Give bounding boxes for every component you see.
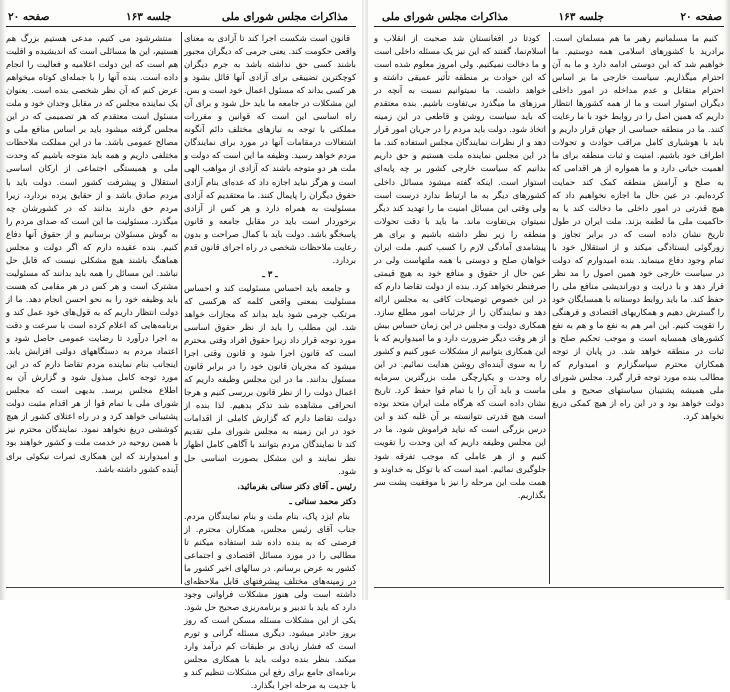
paragraph: منتشرشود می کنیم، مدعی هستیم بزرگ هم هستیم، این ها مسائلی است که اندیشیده و اقلیت هم است که این دولت اعلامیه و فعالیت را انجام داده است. بنده آنها را با جمله‌ای کوتاه میخواهم عرض کنم که آن نظر شخصی بنده است. بعنوان یک نماینده مجلس که در مقابل وجدان خود و ملت مسئول است معتقدم که هر تصمیمی که در این مجلس گرفته میشود باید بر اساس منافع ملی و مصالح عمومی باشد. ما در این مملکت ملاحظات مختلفی داریم و همه باید متوجه باشیم که وحدت ملی و همبستگی اجتماعی از ارکان اساسی استقلال و پیشرفت کشور است. دولت باید با مردم صادق باشد و از حقایق پرده بردارد، زیرا مردم حق دارند بدانند که در کشورشان چه میگذرد. مسئولیت ما این است که صدای مردم را به گوش مسئولان برسانیم و از حقوق آنها دفاع کنیم. بنده عقیده دارم که اگر دولت و مجلس هماهنگ باشند هیچ مشکلی نیست که قابل حل نباشد. این مسائل را همه باید بدانند که مسئولیت مشترک است و هر کس در هر مقامی که هست باید وظیفه خود را به نحو احسن انجام دهد. ما از دولت انتظار داریم که به قول‌های خود عمل کند و برنامه‌هایی که اعلام کرده است با سرعت و دقت به اجرا درآورد تا رضایت عمومی حاصل شود و اعتماد مردم به دستگاههای دولتی افزایش یابد. اینجانب بنام نماینده مردم تقاضا دارم که در این مورد توجه کامل مبذول شود و گزارش آن به اطلاع مجلس برسد. بدیهی است که مجلس شورای ملی با تمام قوا از هر اقدام مثبت دولت پشتیبانی خواهد کرد و در راه اعتلای کشور از هیچ کوششی دریغ نخواهد نمود. نمایندگان محترم نیز با همین روحیه در خدمت ملت و کشور خواهند بود و امیدوارند که این همکاری ثمرات نیکوئی برای آینده کشور داشته باشد. [6, 33, 178, 474]
page-number: صفحه ۲۰ [8, 11, 50, 23]
text-column-right [552, 32, 724, 584]
speaker-heading: دکتر محمد سناتی ـ [289, 495, 356, 506]
publication-title: مذاکرات مجلس شورای ملی [221, 11, 348, 23]
page-header [6, 8, 356, 27]
page-edge-shadow [724, 0, 730, 600]
session-number: جلسه ۱۶۳ [558, 11, 604, 23]
column-divider [549, 32, 550, 584]
footer-rule [374, 587, 724, 588]
text-column-left [6, 32, 178, 584]
paragraph: و جامعه باید احساس مسئولیت کند و احساس مسئولیت بمعنی واقعی کلمه که هرکسی که مرتکب جرمی شود باید بداند که مجازات خواهد شد. این مطلب را باید از نظر حقوق اساسی مورد توجه قرار داد زیرا حقوق افراد وقتی محترم است که قانون اجرا شود و قانون وقتی اجرا میشود که مجریان قانون خود را در برابر قانون مسئول بدانند. ما در این مجلس وظیفه داریم که اعمال دولت را از نظر قانون بررسی کنیم و هرجا انحرافی مشاهده شد تذکر بدهیم. لذا بنده از دولت تقاضا دارم که گزارش کاملی از اقدامات خود در این زمینه به مجلس شورای ملی تقدیم کند تا نمایندگان مردم بتوانند با آگاهی کامل اظهار نظر نمایند و این مشکل بصورت اساسی حل شود. [184, 282, 356, 476]
paragraph: کودتا در افغانستان شد صحبت از انقلاب و اسلام‌نما، گفتند که این نیز یک مسئله داخلی است و ما دخالت نمیکنیم. ولی امروز معلوم شده است که این حوادث بر منطقه تأثیر عمیقی داشته و خواهد داشت. ما نمیتوانیم نسبت به آنچه در مرزهای ما میگذرد بی‌تفاوت باشیم. بنده معتقدم که باید سیاست روشن و قاطعی در این زمینه اتخاذ شود. دولت باید مردم را در جریان امور قرار دهد و از نظرات نمایندگان مجلس استفاده کند. ما در این مجلس نماینده ملت هستیم و حق داریم بدانیم که سیاست خارجی کشور بر چه پایه‌ای استوار است. اینکه گفته میشود مسائل داخلی کشورهای دیگر به ما ارتباط ندارد درست است ولی وقتی این مسائل امنیت ما را تهدید کند دیگر نمیتوان بی‌تفاوت ماند. ما باید با دقت تحولات منطقه را زیر نظر داشته باشیم و برای هر پیشامدی آمادگی لازم را کسب کنیم. ملت ایران خواهان صلح و دوستی با همه ملتهاست ولی در عین حال از حقوق و منافع خود به هیچ قیمتی صرفنظر نخواهد کرد. بنده از دولت تقاضا دارم که در این خصوص توضیحات کافی به مجلس ارائه دهد و نمایندگان را از جزئیات امور مطلع سازد. همکاری دولت و مجلس در این زمان حساس بیش از هر وقت دیگر ضرورت دارد و ما امیدواریم که با این همکاری بتوانیم از مشکلات عبور کنیم و کشور را به سوی آینده‌ای روشن هدایت نمائیم. در این راه وحدت و یکپارچگی ملت بزرگترین سرمایه ماست و باید آن را با تمام قوا حفظ کرد. تاریخ نشان داده است که هرگاه ملت ایران متحد بوده است هیچ قدرتی نتوانسته بر آن غلبه کند و این درس بزرگی است که نباید فراموش شود. ما در این مجلس وظیفه داریم که این وحدت را تقویت کنیم و از هر عاملی که موجب تفرقه شود جلوگیری نمائیم. امید است که با توکل به خداوند و همت ملت این مرحله را نیز با موفقیت پشت سر بگذاریم. [374, 33, 546, 500]
right-page [368, 0, 730, 600]
text-column-left [374, 32, 546, 584]
left-page [0, 0, 362, 691]
column-divider [181, 32, 182, 584]
paragraph: قانون است شکست اجرا کند تا آزادی به معنای واقعی حکومت کند. یعنی جرمی که دیگران مجبور باشند کسی حق نداشته باشد به جرم دیگران کوچکترین تضییقی برای آزادی آنها قائل بشود و هر کسی بداند که مسئول اعمال خود است و بس. این مشکلات در جامعه ما باید حل شود و برای آن راه اساسی این است که قوانین و مقررات مملکتی با توجه به نیازهای مختلف دائم آنگونه اشتغالات درمقامات آنها در مورد برای نمایندگان مردم خواهد رسید. وظیفه ما این است که دولت و ملت هر دو متوجه باشند که آزادی از مواهب الهی است و هرگز نباید اجازه داد که عده‌ای بنام آزادی حقوق دیگران را پایمال کنند. ما معتقدیم که آزادی مسئولیت به همراه دارد و هر کس از آزادی برخوردار است باید در مقابل جامعه و قانون پاسخگو باشد. دولت باید با کمال صراحت و بدون رعایت ملاحظات شخصی در راه اجرای قانون قدم بردارد. [184, 33, 356, 265]
speaker-heading: رئیس ـ آقای دکتر سناتی بفرمائید. [237, 480, 356, 491]
text-column-right [184, 32, 356, 691]
session-number: جلسه ۱۶۳ [126, 11, 172, 23]
paragraph: کنیم ما مسلمانیم رهبر ما هم مسلمان است. برادرید با کشورهای اسلامی همه دوستیم. ما خواهیم شد که این دوستی ادامه دارد و ما به آن احترام میگذاریم. سیاست خارجی ما بر اساس احترام متقابل و عدم مداخله در امور داخلی دیگران استوار است و ما از همه کشورها انتظار داریم که همین اصل را در روابط خود با ما رعایت کنند. ما در منطقه حساسی از جهان قرار داریم و باید با هوشیاری کامل مراقب حوادث و تحولات اطراف خود باشیم. امنیت و ثبات منطقه برای ما اهمیت حیاتی دارد و ما همواره از هر اقدامی که به صلح و آرامش منطقه کمک کند حمایت کرده‌ایم. در عین حال ما اجازه نخواهیم داد که هیچ قدرتی در امور داخلی ما دخالت کند یا به حاکمیت ملی ما لطمه بزند. ملت ایران در طول تاریخ نشان داده است که در برابر تجاوز و زورگوئی ایستادگی میکند و از استقلال خود با تمام وجود دفاع مینماید. بنده امیدوارم که دولت در سیاست خارجی خود همین اصول را مد نظر قرار دهد و با درایت و دوراندیشی منافع ملی را حفظ کند. ما باید روابط دوستانه با همسایگان خود را گسترش دهیم و همکاریهای اقتصادی و فرهنگی را تقویت کنیم. این امر هم به نفع ما و هم به نفع کشورهای همسایه است و موجب تحکیم صلح و ثبات در منطقه خواهد شد. در پایان از توجه همکاران محترم سپاسگزارم و امیدوارم که مطالب بنده مورد توجه قرار گیرد. مجلس شورای ملی همیشه پشتیبان سیاستهای صحیح و ملی دولت خواهد بود و در این راه از هیچ کمکی دریغ نخواهد کرد. [552, 33, 724, 422]
paragraph: بنام ایزد پاک، بنام ملت و بنام نمایندگان مردم. جناب آقای رئیس مجلس، همکاران محترم. از فرصتی که به بنده داده شد استفاده میکنم تا مطالبی را در مورد مسائل اقتصادی و اجتماعی کشور به عرض برسانم. در سالهای اخیر کشور ما در زمینه‌های مختلف پیشرفتهای قابل ملاحظه‌ای داشته است ولی هنوز مشکلات فراوانی وجود دارد که باید با تدبیر و برنامه‌ریزی صحیح حل شود. یکی از این مشکلات مسئله مسکن است که روز بروز حادتر میشود. دیگری مسئله گرانی و تورم است که فشار زیادی بر طبقات کم درآمد وارد میکند. بنظر بنده دولت باید با همکاری مجلس برنامه‌ای جامع برای رفع این مشکلات تنظیم کند و با جدیت به مرحله اجرا بگذارد. [184, 510, 356, 691]
section-separator: ـ ۳ ـ [262, 268, 278, 279]
page-header [374, 8, 724, 27]
publication-title: مذاکرات مجلس شورای ملی [382, 11, 509, 23]
footer-rule [6, 587, 356, 588]
page-number: صفحه ۲۰ [680, 11, 722, 23]
